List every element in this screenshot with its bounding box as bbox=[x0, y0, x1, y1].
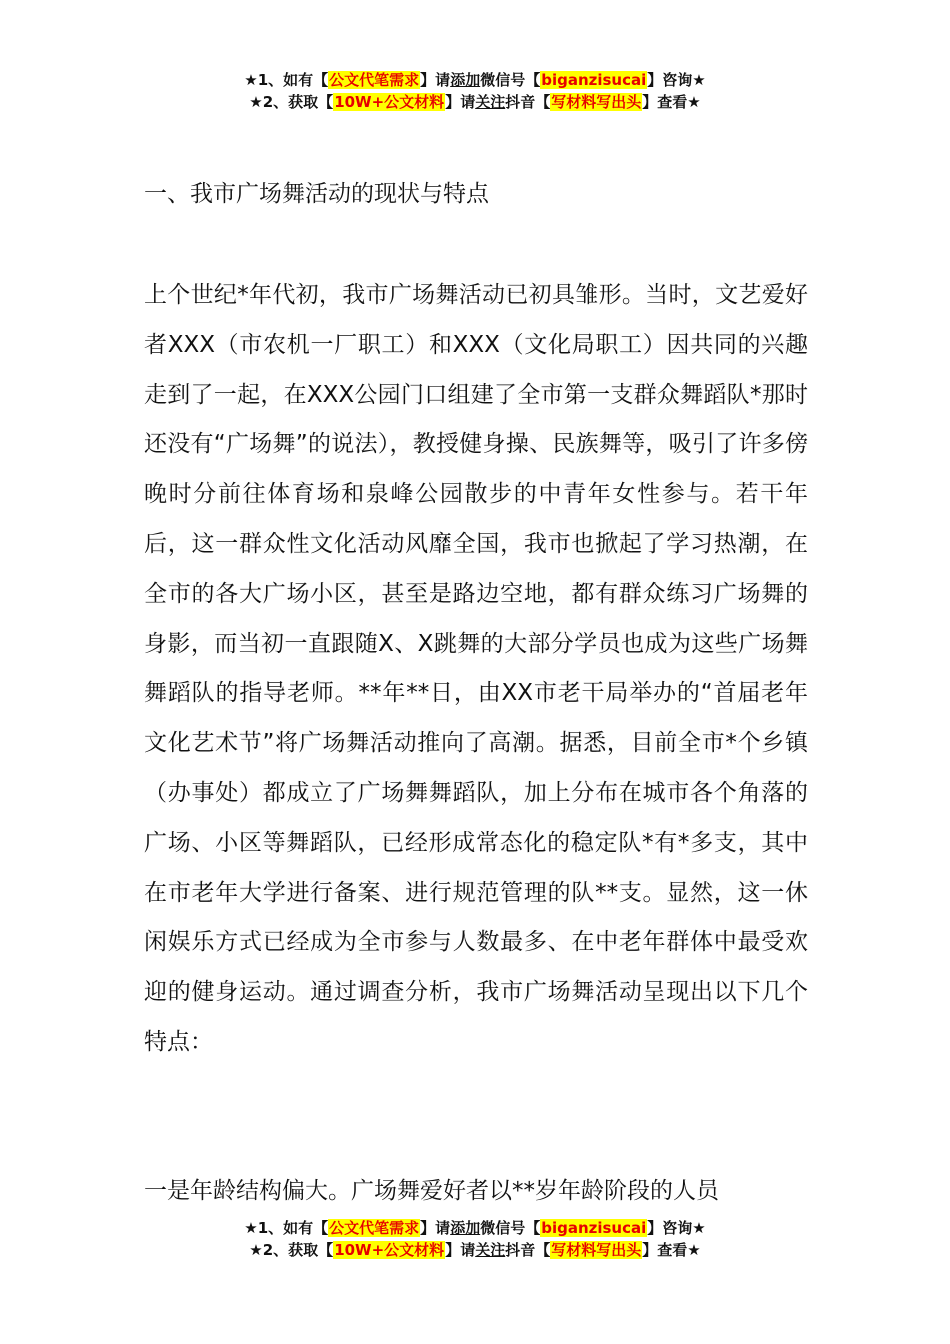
promo-underlined: 关注 bbox=[475, 1241, 506, 1259]
header-promo-banner bbox=[0, 69, 950, 113]
section-heading: 一、我市广场舞活动的现状与特点 bbox=[144, 181, 489, 207]
promo-line-2 bbox=[0, 91, 950, 113]
promo-line-1 bbox=[0, 69, 950, 91]
promo-text: 抖音【 bbox=[505, 93, 551, 111]
promo-highlight: 公文代笔需求 bbox=[329, 1219, 420, 1237]
promo-text: 】请 bbox=[445, 1241, 476, 1259]
promo-line-2 bbox=[0, 1239, 950, 1261]
promo-highlight: 10W+公文材料 bbox=[334, 1241, 445, 1259]
promo-text: ★2、获取【 bbox=[249, 93, 334, 111]
promo-text: 抖音【 bbox=[505, 1241, 551, 1259]
promo-text: ★2、获取【 bbox=[249, 1241, 334, 1259]
promo-underlined: 添加 bbox=[450, 71, 481, 89]
promo-text: ★1、如有【 bbox=[244, 1219, 329, 1237]
promo-text: 】请 bbox=[445, 93, 476, 111]
promo-text: ★1、如有【 bbox=[244, 71, 329, 89]
promo-highlight: 公文代笔需求 bbox=[329, 71, 420, 89]
promo-underlined: 添加 bbox=[450, 1219, 481, 1237]
body-paragraph: 上个世纪*年代初，我市广场舞活动已初具雏形。当时，文艺爱好者XXX（市农机一厂职工）和XXX（文化局职工）因共同的兴趣走到了一起，在XXX公园门口组建了全市第一支群众舞蹈队*那时还没有“广场舞”的说法），教授健身操、民族舞等，吸引了许多傍晚时分前往体育场和泉峰公园散步的中青年女性参与。若干年后，这一群众性文化活动风靡全国，我市也掀起了学习热潮，在全市的各大广场小区，甚至是路边空地，都有群众练习广场舞的身影，而当初一直跟随X、X跳舞的大部分学员也成为这些广场舞舞蹈队的指导老师。**年**日，由XX市老干局举办的“首届老年文化艺术节”将广场舞活动推向了高潮。据悉，目前全市*个乡镇（办事处）都成立了广场舞舞蹈队，加上分布在城市各个角落的广场、小区等舞蹈队，已经形成常态化的稳定队*有*多支，其中在市老年大学进行备案、进行规范管理的队**支。显然，这一休闲娱乐方式已经成为全市参与人数最多、在中老年群体中最受欢迎的健身运动。通过调查分析，我市广场舞活动呈现出以下几个特点： bbox=[144, 282, 809, 1055]
promo-highlight: 写材料写出头 bbox=[551, 1241, 642, 1259]
promo-text: 】查看★ bbox=[642, 93, 701, 111]
promo-text: 】查看★ bbox=[642, 1241, 701, 1259]
promo-text: 】咨询★ bbox=[647, 1219, 706, 1237]
point-one-paragraph: 一是年龄结构偏大。广场舞爱好者以**岁年龄阶段的人员 bbox=[144, 1178, 719, 1204]
promo-text: 微信号【 bbox=[480, 71, 541, 89]
promo-highlight: 10W+公文材料 bbox=[334, 93, 445, 111]
promo-text: 】请 bbox=[420, 1219, 451, 1237]
promo-underlined: 关注 bbox=[475, 93, 506, 111]
promo-highlight: biganzisucai bbox=[541, 1219, 647, 1237]
promo-highlight: biganzisucai bbox=[541, 71, 647, 89]
promo-highlight: 写材料写出头 bbox=[551, 93, 642, 111]
footer-promo-banner bbox=[0, 1217, 950, 1261]
promo-text: 微信号【 bbox=[480, 1219, 541, 1237]
promo-line-1 bbox=[0, 1217, 950, 1239]
promo-text: 】咨询★ bbox=[647, 71, 706, 89]
promo-text: 】请 bbox=[420, 71, 451, 89]
